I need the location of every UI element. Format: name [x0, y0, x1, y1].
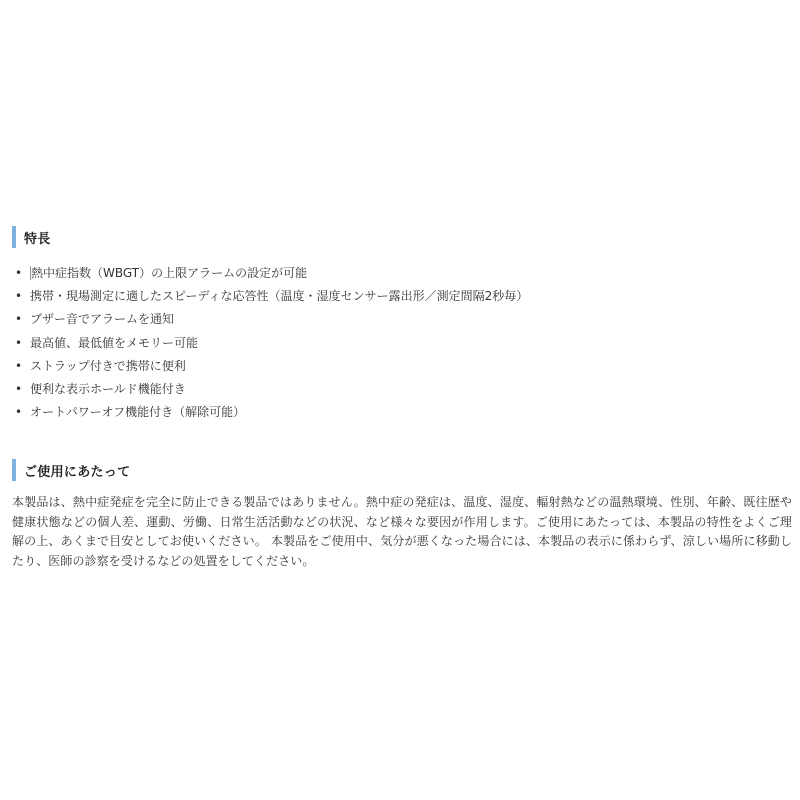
- product-description: [12, 226, 792, 571]
- feature-text: 最高値、最低値をメモリー可能: [30, 335, 199, 350]
- usage-paragraph: 本製品は、熱中症発症を完全に防止できる製品ではありません。熱中症の発症は、温度、湿度、輻射熱などの温熱環境、性別、年齢、既往歴や健康状態などの個人差、運動、労働、日常生活活動などの状況、など様々な要因が作用します。ご使用にあたっては、本製品の特性をよくご理解の上、あくまで目安としてお使いください。 本製品をご使用中、気分が悪くなった場合には、本製品の表示に係わらず、涼しい場所に移動したり、医師の診察を受けるなどの処置をしてください。: [12, 495, 792, 568]
- bullet-icon: •: [15, 289, 23, 304]
- list-item: [12, 332, 792, 355]
- list-item: [12, 401, 792, 424]
- feature-text: 熱中症指数（WBGT）の上限アラームの設定が可能: [31, 266, 308, 280]
- features-heading-text: 特長: [24, 231, 51, 247]
- feature-text: ブザー音でアラームを通知: [30, 312, 175, 327]
- feature-text: オートパワーオフ機能付き（解除可能）: [30, 405, 246, 420]
- bullet-icon: •: [15, 405, 23, 420]
- heading-accent-bar: [12, 459, 16, 481]
- list-item: [12, 308, 792, 331]
- bullet-icon: •: [15, 335, 23, 350]
- list-item: [12, 285, 792, 308]
- features-heading: [12, 226, 792, 248]
- usage-heading: [12, 459, 792, 481]
- bullet-icon: •: [15, 266, 23, 280]
- bullet-icon: •: [15, 358, 23, 373]
- heading-accent-bar: [12, 226, 16, 248]
- feature-text: 携帯・現場測定に適したスピーディな応答性（温度・湿度センサー露出形／測定間隔2秒毎）: [30, 289, 529, 304]
- features-list: [12, 262, 792, 424]
- bullet-icon: •: [15, 312, 23, 327]
- list-item: [12, 355, 792, 378]
- list-item: [12, 262, 792, 285]
- usage-heading-text: ご使用にあたって: [24, 464, 131, 480]
- list-item: [12, 378, 792, 401]
- bullet-icon: •: [15, 381, 23, 396]
- feature-text: 便利な表示ホールド機能付き: [30, 381, 186, 396]
- feature-text: ストラップ付きで携帯に便利: [30, 358, 186, 373]
